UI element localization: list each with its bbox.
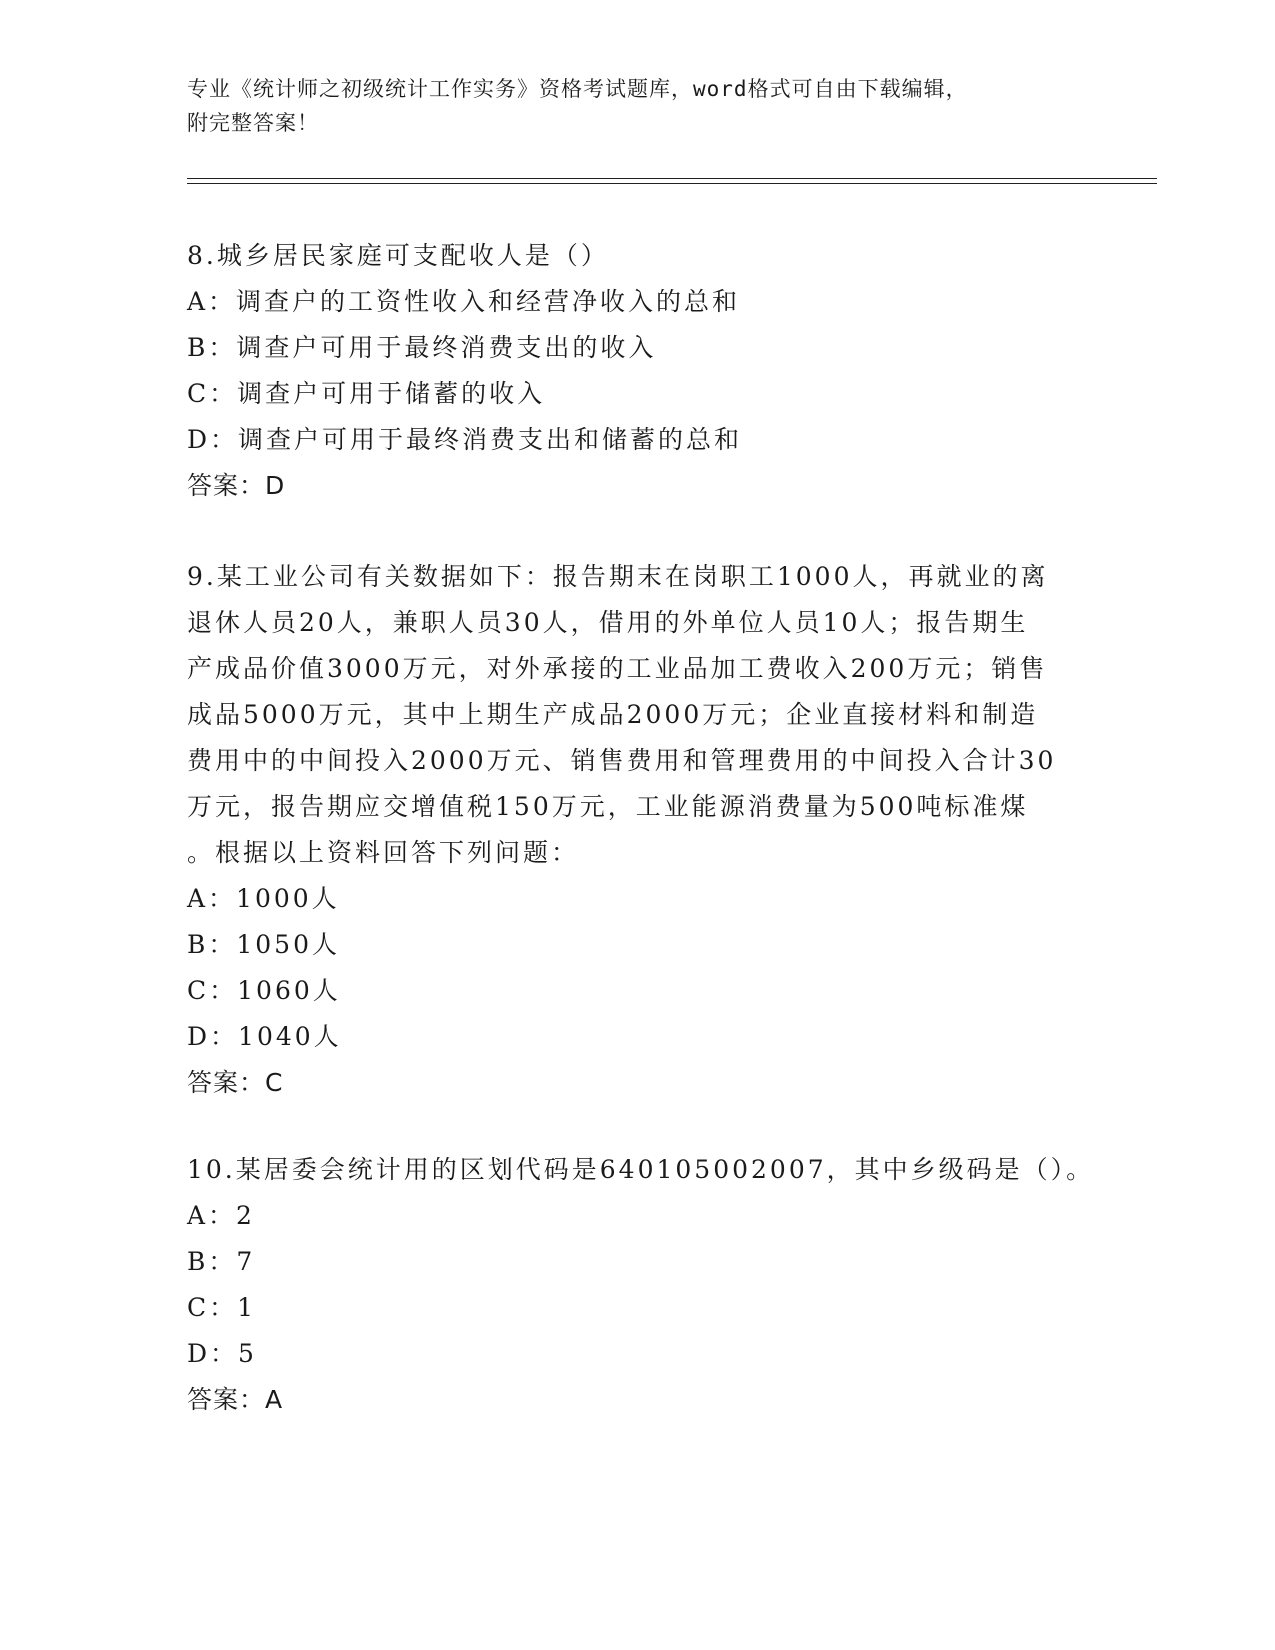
- question-stem-line: 费用中的中间投入2000万元、销售费用和管理费用的中间投入合计30: [187, 746, 1057, 775]
- question-stem-line: 万元，报告期应交增值税150万元，工业能源消费量为500吨标准煤: [187, 792, 1029, 821]
- option-a: A：1000人: [187, 884, 340, 913]
- answer: 答案：D: [187, 471, 286, 500]
- option-b: B：调查户可用于最终消费支出的收入: [187, 333, 657, 362]
- option-b: B：1050人: [187, 930, 340, 959]
- header-divider-bottom: [187, 183, 1157, 184]
- option-c: C：1: [187, 1293, 257, 1322]
- question-10: [187, 1147, 1095, 1423]
- document-header: [187, 72, 1067, 140]
- header-line-2: 附完整答案！: [187, 111, 319, 135]
- question-9: [187, 554, 1087, 1106]
- question-stem-line: 退休人员20人，兼职人员30人，借用的外单位人员10人；报告期生: [187, 608, 1029, 637]
- question-stem-line: 。根据以上资料回答下列问题：: [187, 838, 580, 867]
- option-d: D：5: [187, 1339, 257, 1368]
- option-c: C：1060人: [187, 976, 341, 1005]
- option-a: A：2: [187, 1201, 255, 1230]
- header-divider-top: [187, 178, 1157, 179]
- question-stem-line: 8.城乡居民家庭可支配收人是（）: [187, 241, 609, 270]
- question-stem-line: 成品5000万元，其中上期生产成品2000万元；企业直接材料和制造: [187, 700, 1039, 729]
- question-stem-line: 9.某工业公司有关数据如下：报告期末在岗职工1000人，再就业的离: [187, 562, 1049, 591]
- question-stem-line: 产成品价值3000万元，对外承接的工业品加工费收入200万元；销售: [187, 654, 1048, 683]
- answer: 答案：A: [187, 1385, 284, 1414]
- option-b: B：7: [187, 1247, 256, 1276]
- question-stem-line: 10.某居委会统计用的区划代码是640105002007，其中乡级码是（）。: [187, 1155, 1095, 1184]
- option-c: C：调查户可用于储蓄的收入: [187, 379, 546, 408]
- option-a: A：调查户的工资性收入和经营净收入的总和: [187, 287, 741, 316]
- answer: 答案：C: [187, 1068, 284, 1097]
- header-line-1: 专业《统计师之初级统计工作实务》资格考试题库，word格式可自由下载编辑，: [187, 77, 968, 101]
- option-d: D：1040人: [187, 1022, 342, 1051]
- question-8: [187, 233, 1087, 509]
- option-d: D：调查户可用于最终消费支出和储蓄的总和: [187, 425, 743, 454]
